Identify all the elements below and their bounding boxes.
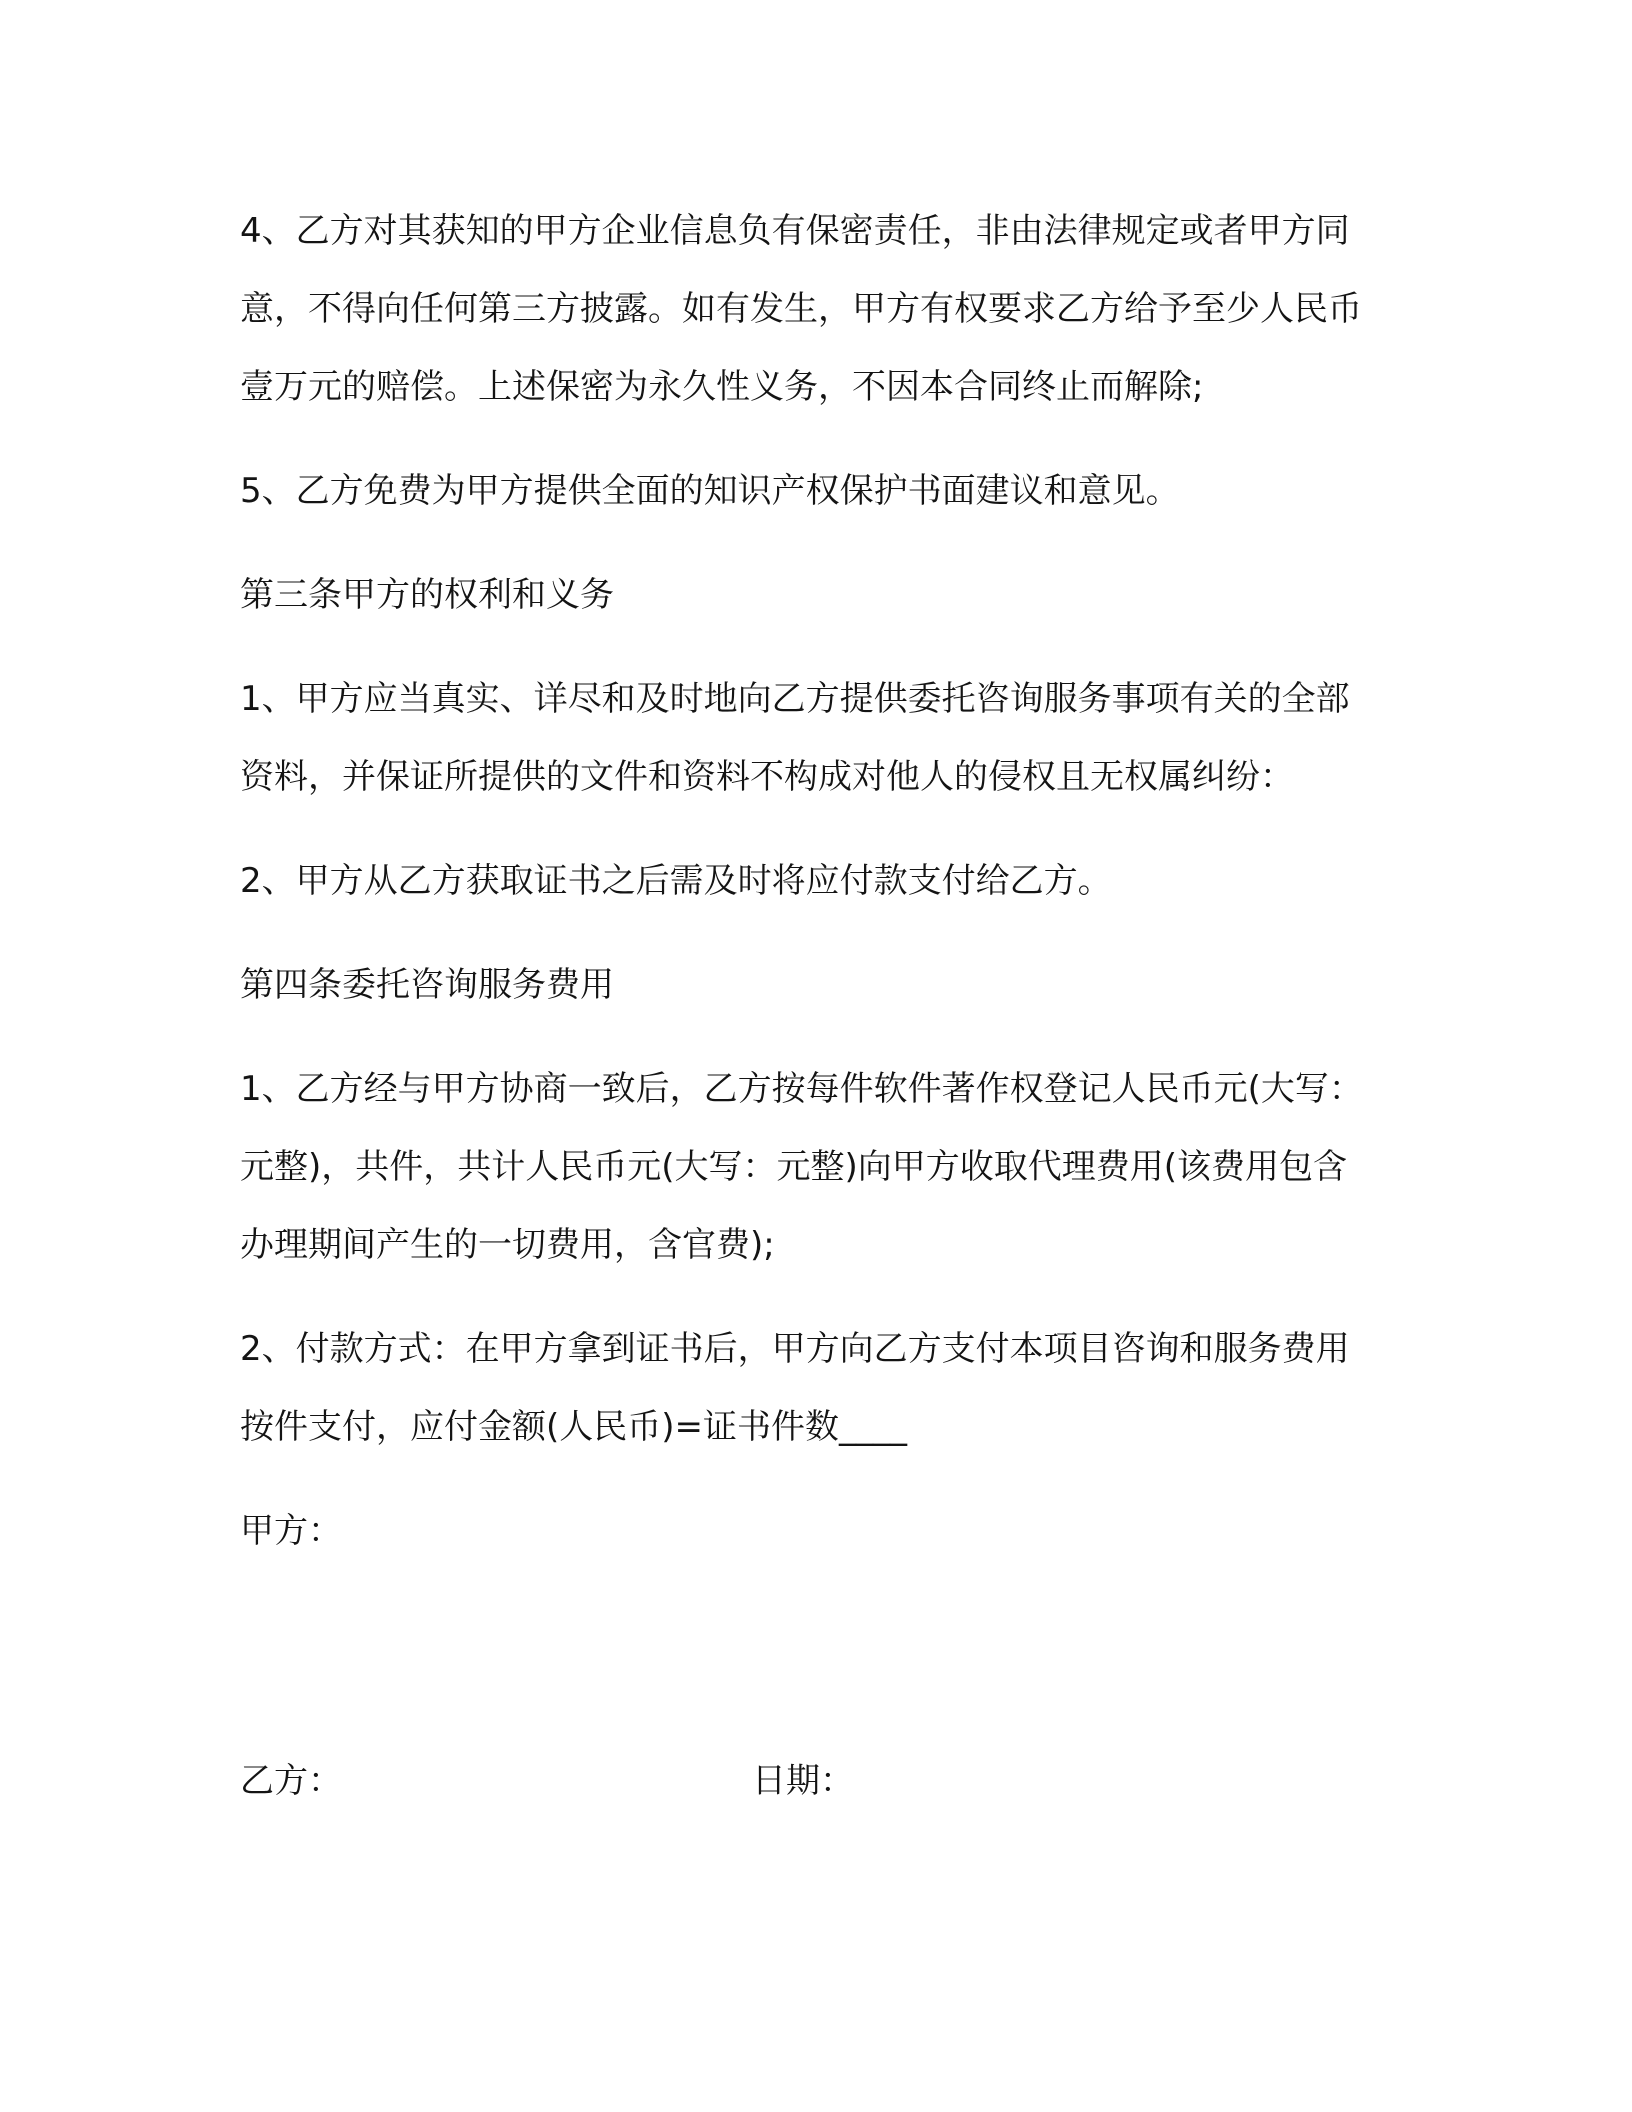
paragraph-provide-materials: 1、甲方应当真实、详尽和及时地向乙方提供委托咨询服务事项有关的全部资料，并保证所提供的文件和资料不构成对他人的侵权且无权属纠纷： [240, 679, 1350, 797]
paragraph-payment-method: 2、付款方式：在甲方拿到证书后，甲方向乙方支付本项目咨询和服务费用按件支付，应付金额(人民币)=证书件数____ [240, 1329, 1350, 1447]
signature-row [240, 1742, 1380, 1820]
paragraph-confidentiality: 4、乙方对其获知的甲方企业信息负有保密责任，非由法律规定或者甲方同意，不得向任何第三方披露。如有发生，甲方有权要求乙方给予至少人民币壹万元的赔偿。上述保密为永久性义务，不因本合同终止而解除; [240, 211, 1362, 407]
party-b-label: 乙方： [240, 1761, 342, 1801]
paragraph-payment-after-certificate: 2、甲方从乙方获取证书之后需及时将应付款支付给乙方。 [240, 861, 1112, 901]
document-body [240, 192, 1380, 1596]
party-a-label: 甲方： [240, 1511, 342, 1551]
section-heading-article-3: 第三条甲方的权利和义务 [240, 575, 614, 615]
section-heading-article-4: 第四条委托咨询服务费用 [240, 965, 614, 1005]
date-label: 日期： [752, 1761, 854, 1801]
paragraph-service-fee: 1、乙方经与甲方协商一致后，乙方按每件软件著作权登记人民币元(大写：元整)，共件，共计人民币元(大写：元整)向甲方收取代理费用(该费用包含办理期间产生的一切费用，含官费); [240, 1069, 1363, 1265]
paragraph-free-advice: 5、乙方免费为甲方提供全面的知识产权保护书面建议和意见。 [240, 471, 1180, 511]
